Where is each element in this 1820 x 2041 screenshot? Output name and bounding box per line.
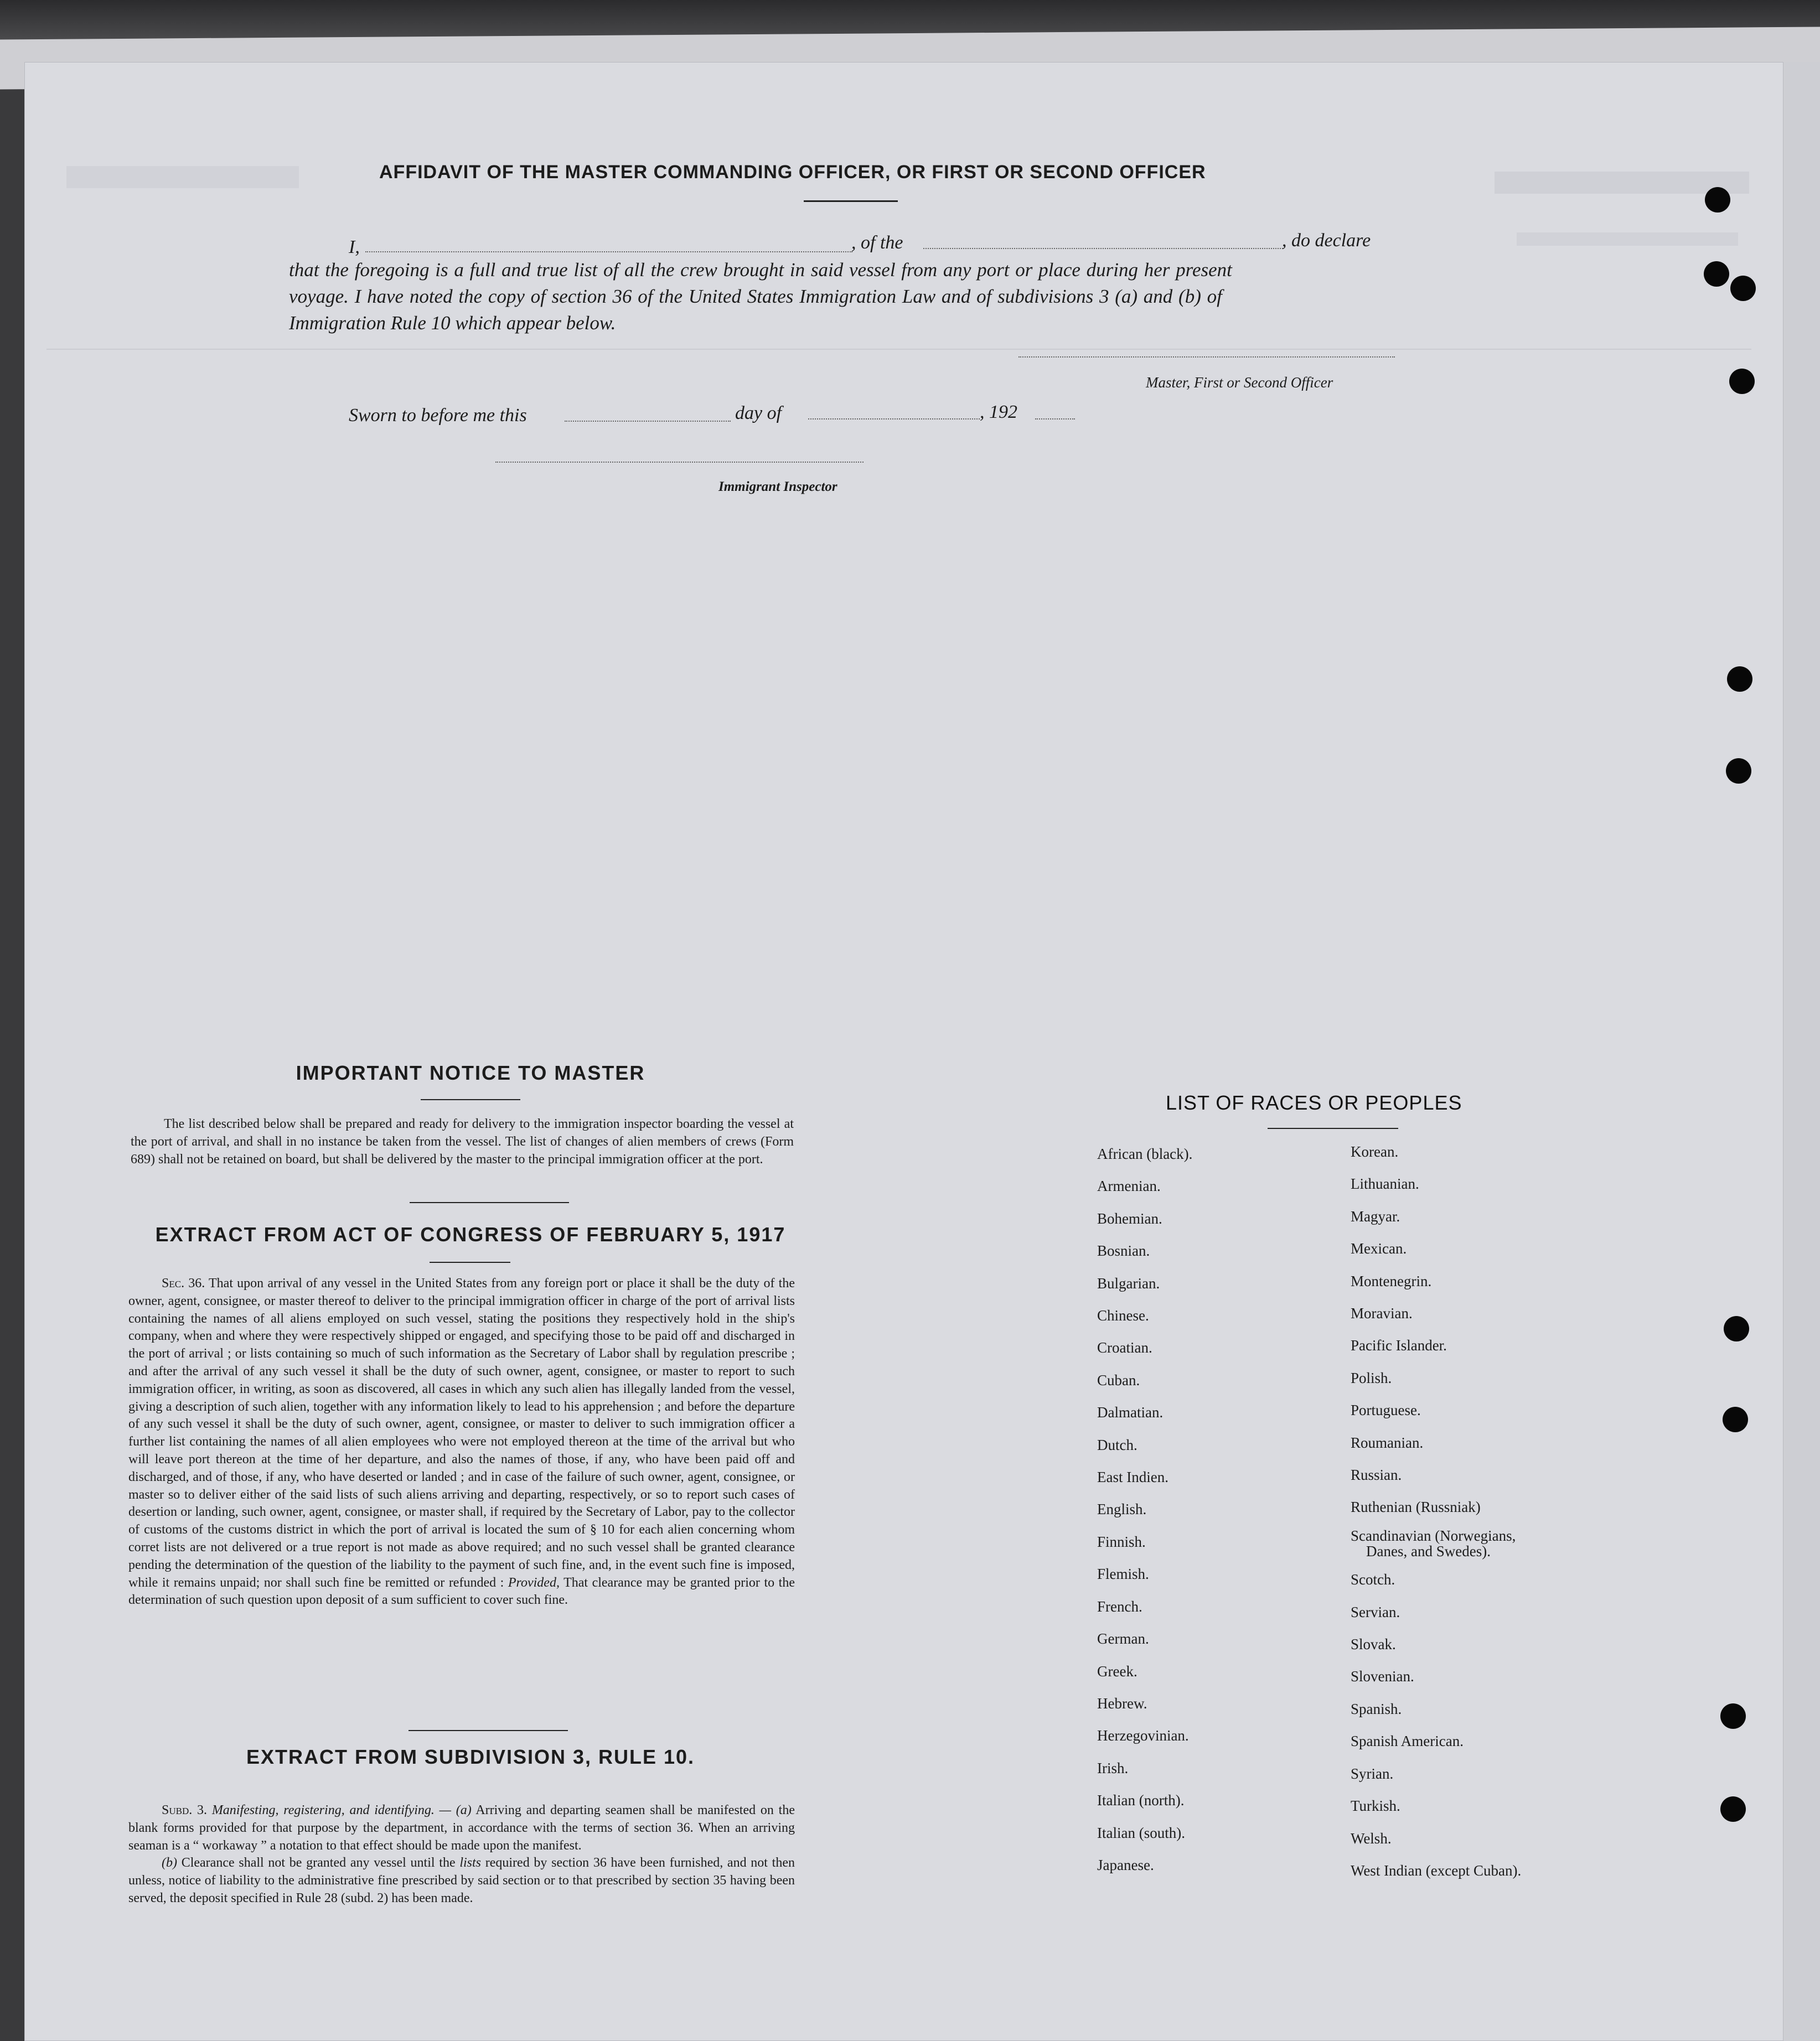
race-item: Welsh. [1351, 1830, 1392, 1847]
declare-do: , do declare [1282, 230, 1371, 251]
punch-hole [1729, 369, 1755, 394]
race-item: Portuguese. [1351, 1402, 1421, 1419]
section-label: Sec. 36. [162, 1276, 205, 1291]
notice-text [131, 1116, 794, 1168]
subdivision-heading: Manifesting, registering, and identifying. — (a) [211, 1803, 472, 1817]
proviso-text: That clearance may be granted prior to the determination of such question upon deposit of a sum sufficient to cover such fine. [128, 1575, 795, 1608]
race-item: Pacific Islander. [1351, 1337, 1447, 1354]
subdivision-b-text-2: required by section 36 have been furnished, and not then unless, notice of liability to the administrative fine prescribed by said section or to that prescribed by section 35 having been served, the deposit specified in Rule 28 (subd. 2) has been made. [128, 1856, 795, 1905]
race-item: Spanish American. [1351, 1733, 1464, 1750]
sworn-day-line [565, 421, 731, 422]
race-item: Herzegovinian. [1097, 1727, 1189, 1744]
congress-extract-title: EXTRACT FROM ACT OF CONGRESS OF FEBRUARY 5, 1917 [155, 1223, 786, 1246]
race-item: West Indian (except Cuban). [1351, 1862, 1522, 1879]
race-item: Bosnian. [1097, 1242, 1150, 1260]
race-item: Ruthenian (Russniak) [1351, 1499, 1481, 1516]
punch-hole [1723, 1407, 1748, 1432]
race-item: Moravian. [1351, 1305, 1413, 1322]
race-item: Italian (south). [1097, 1824, 1185, 1841]
race-item: Russian. [1351, 1467, 1402, 1484]
race-item: German. [1097, 1630, 1149, 1648]
race-item: East Indien. [1097, 1469, 1168, 1486]
race-item: African (black). [1097, 1146, 1193, 1162]
race-item: Bulgarian. [1097, 1275, 1160, 1292]
race-item: Finnish. [1097, 1533, 1146, 1550]
race-item: Servian. [1351, 1603, 1400, 1620]
race-item: Italian (north). [1097, 1792, 1185, 1809]
punch-hole [1705, 187, 1730, 213]
race-item: Armenian. [1097, 1178, 1161, 1195]
signature-line [1018, 356, 1395, 358]
race-item: English. [1097, 1501, 1147, 1518]
sworn-month-line [808, 418, 980, 419]
race-item: Spanish. [1351, 1700, 1402, 1717]
name-field-line [365, 251, 852, 252]
race-item: Lithuanian. [1351, 1175, 1419, 1193]
punch-hole [1727, 666, 1752, 692]
signature-label: Master, First or Second Officer [1146, 374, 1333, 391]
races-left-column [1097, 1138, 1192, 1881]
race-item: Cuban. [1097, 1371, 1140, 1389]
race-item-line: Scandinavian (Norwegians, [1351, 1527, 1516, 1544]
notice-paragraph: The list described below shall be prepared and ready for delivery to the immigration inspector boarding the vessel at the port of arrival, and shall in no instance be taken from the vessel. The list of changes of alien members of crews (Form 689) shall not be retained on board, but shall be delivered by the master to the principal immigration officer at the port. [131, 1117, 794, 1167]
race-item: French. [1097, 1598, 1142, 1615]
race-item: Chinese. [1097, 1307, 1149, 1324]
subdivision-a-paragraph [128, 1802, 795, 1854]
subdivision-b-text-1: Clearance shall not be granted any vessel until the [181, 1856, 456, 1871]
congress-extract-text [128, 1275, 795, 1609]
inspector-label: Immigrant Inspector [718, 479, 837, 494]
affidavit-title-rule [804, 200, 898, 202]
inspector-signature-line [495, 462, 864, 463]
affidavit-body-line-2: voyage. I have noted the copy of section 36 of the United States Immigration Law and of subdivisions 3 (a) and (b) of [289, 286, 1222, 307]
race-item: Dalmatian. [1097, 1404, 1164, 1421]
race-item: Japanese. [1097, 1856, 1154, 1873]
proviso-word: Provided, [508, 1575, 560, 1590]
race-item: Korean. [1351, 1143, 1399, 1160]
race-item: Turkish. [1351, 1797, 1400, 1815]
sworn-day-of: day of [735, 403, 782, 423]
race-item: Polish. [1351, 1369, 1392, 1386]
punch-hole [1720, 1796, 1746, 1822]
race-item: Irish. [1097, 1759, 1129, 1776]
subdivision-b-label: (b) [162, 1856, 177, 1871]
scan-right-margin [1783, 62, 1820, 2041]
notice-title-rule [421, 1099, 520, 1100]
congress-title-rule [430, 1262, 510, 1263]
punch-hole [1720, 1703, 1746, 1729]
subdivision-a-text: Arriving and departing seamen shall be manifested on the blank forms provided for that purpose by the department, in accordance with the terms of section 36. When an arriving seaman is a “ workaway ” a notation to that effect should be made upon the manifest. [128, 1803, 795, 1853]
race-item: Flemish. [1097, 1566, 1149, 1583]
race-item: Magyar. [1351, 1208, 1400, 1225]
rule-extract-title: EXTRACT FROM SUBDIVISION 3, RULE 10. [246, 1745, 695, 1768]
races-right-column [1351, 1136, 1521, 1887]
subdivision-label: Subd. 3. [162, 1803, 208, 1817]
race-item: Hebrew. [1097, 1695, 1147, 1712]
race-item: Montenegrin. [1351, 1272, 1432, 1289]
subdivision-b-paragraph [128, 1854, 795, 1907]
bleed-through-bar-3 [66, 166, 299, 188]
race-item: Scotch. [1351, 1571, 1395, 1588]
sworn-year-line [1035, 418, 1075, 419]
congress-divider [409, 1730, 568, 1731]
bleed-through-frame [46, 349, 1751, 350]
race-item: Dutch. [1097, 1436, 1138, 1453]
notice-divider [410, 1202, 569, 1203]
race-item-scandinavian [1351, 1524, 1521, 1560]
punch-hole [1726, 758, 1751, 784]
race-item: Greek. [1097, 1662, 1138, 1680]
races-title-rule [1268, 1128, 1398, 1129]
rule-extract-text [128, 1802, 795, 1908]
notice-title: IMPORTANT NOTICE TO MASTER [296, 1061, 645, 1084]
affidavit-body-line-1: that the foregoing is a full and true list of all the crew brought in said vessel from any port or place during her present [289, 259, 1232, 281]
section-36-text: That upon arrival of any vessel in the United States from any foreign port or place it shall be the duty of the owner, agent, consignee, or master thereof to deliver to the principal immigration officer in charge of the port of arrival lists containing the names of all aliens employed on such vessel, stating the positions they respectively hold in the ship's company, when and where they were respectively shipped or engaged, and specifying those to be paid off and discharged in the port of arrival ; or lists containing so much of such information as the Secretary of Labor shall by regulation prescribe ; and after the arrival of any such vessel it shall be the duty of such owner, agent, consignee, or master to report to such immigration officer, in writing, as soon as discovered, all cases in which any such alien has illegally landed from the vessel, giving a description of such alien, together with any information likely to lead to his apprehension ; and before the departure of any such vessel it shall be the duty of such owner, agent, consignee, or master to deliver to such immigration officer a further list containing the names of all alien employees who were not employed thereon at the time of the arrival but who will leave port thereon at the time of her departure, and also the names of those, if any, who have been paid off and discharged, and of those, if any, who have deserted or landed ; and in case of the failure of such owner, agent, consignee, or master so to deliver either of the said lists of such aliens arriving and departing, respectively, or so to report such cases of desertion or landing, such owner, agent, consignee, or master shall, if required by the Secretary of Labor, pay to the collector of customs of the customs district in which the port of arrival is located the sum of § 10 for each alien concerning whom corret lists are not delivered or a true report is not made as above required; and no such vessel shall be granted clearance pending the determination of the question of the liability to the payment of such fine, and, in the event such fine is imposed, while it remains unpaid; nor shall such fine be remitted or refunded : [128, 1276, 795, 1590]
race-item: Roumanian. [1351, 1434, 1424, 1451]
sworn-prefix: Sworn to before me this [349, 405, 527, 426]
affidavit-title: AFFIDAVIT OF THE MASTER COMMANDING OFFICER, OR FIRST OR SECOND OFFICER [379, 162, 1206, 183]
races-title: LIST OF RACES OR PEOPLES [1166, 1091, 1462, 1114]
affidavit-body-line-3: Immigration Rule 10 which appear below. [289, 312, 616, 334]
declare-i: I, [349, 237, 360, 257]
race-item: Bohemian. [1097, 1210, 1162, 1227]
bleed-through-bar-2 [1517, 232, 1738, 246]
race-item: Mexican. [1351, 1240, 1407, 1257]
declare-of-the: , of the [851, 232, 903, 253]
section-36-paragraph [128, 1275, 795, 1609]
race-item: Slovenian. [1351, 1668, 1414, 1685]
punch-hole [1724, 1316, 1749, 1341]
punch-hole [1704, 261, 1729, 287]
race-item: Croatian. [1097, 1339, 1152, 1356]
race-item: Slovak. [1351, 1636, 1396, 1653]
race-item-line: Danes, and Swedes). [1366, 1542, 1491, 1560]
subdivision-b-lists: lists [459, 1856, 482, 1871]
punch-hole [1730, 276, 1756, 301]
sworn-year: , 192 [980, 402, 1017, 422]
race-item: Syrian. [1351, 1765, 1394, 1782]
vessel-field-line [923, 248, 1283, 249]
